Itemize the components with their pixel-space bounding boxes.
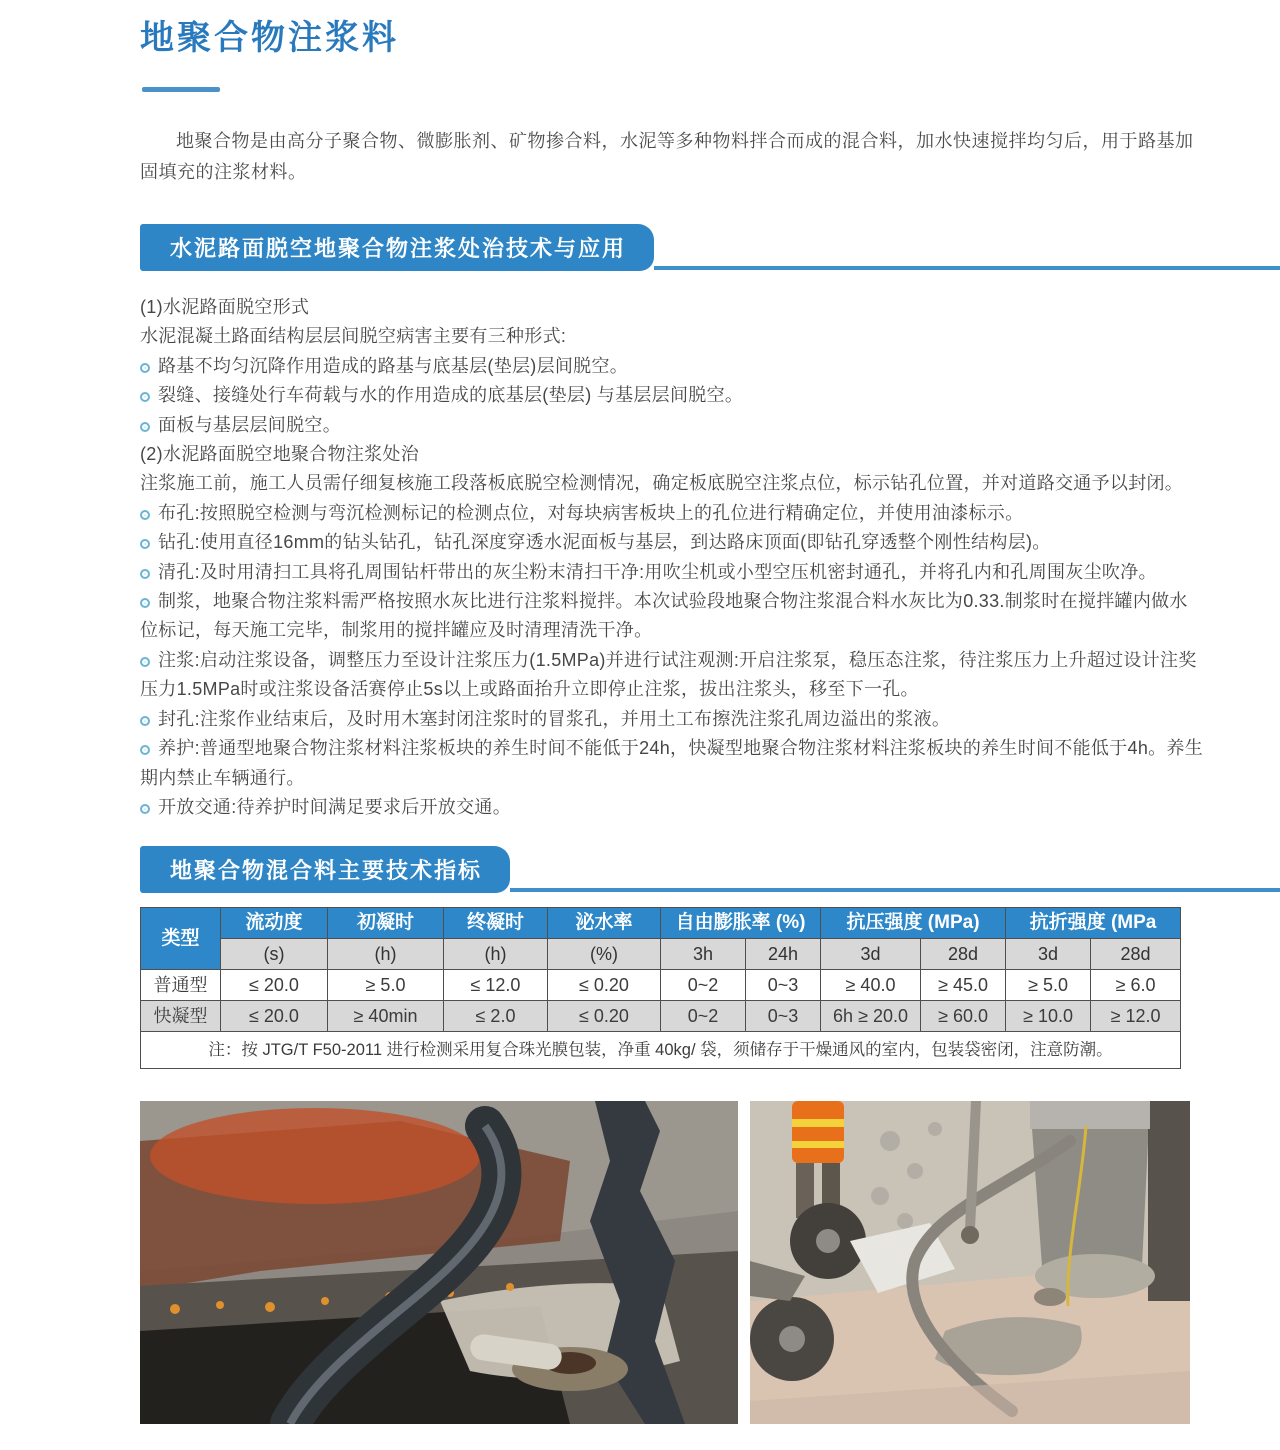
ring-bullet-icon	[140, 510, 150, 520]
value-cell: ≤ 12.0	[444, 970, 548, 1001]
row-type-cell: 普通型	[141, 970, 221, 1001]
value-cell: ≥ 12.0	[1091, 1001, 1181, 1032]
pipe-nozzle	[961, 1226, 979, 1244]
ring-bullet-icon	[140, 745, 150, 755]
header-cell-expansion: 自由膨胀率 (%)	[661, 908, 821, 939]
unit-cell: (s)	[221, 939, 328, 970]
ring-bullet-icon	[140, 804, 150, 814]
section-banner-row-specs	[140, 846, 1280, 893]
list-item	[140, 528, 1205, 557]
list-item	[140, 646, 1205, 705]
unit-cell: (%)	[548, 939, 661, 970]
table-header-row-2	[141, 939, 1181, 970]
value-cell: ≤ 0.20	[548, 970, 661, 1001]
line-text: (1)水泥路面脱空形式	[140, 297, 310, 317]
line-text: 钻孔:使用直径16mm的钻头钻孔，钻孔深度穿透水泥面板与基层，到达路床顶面(即钻孔穿透整个刚性结构层)。	[158, 532, 1051, 553]
unit-cell: 24h	[746, 939, 821, 970]
unit-cell: 3d	[1006, 939, 1091, 970]
unit-cell: 3d	[821, 939, 921, 970]
header-cell-flow: 流动度	[221, 908, 328, 939]
page-title: 地聚合物注浆料	[140, 19, 399, 57]
photo-grouting-hole-and-hose	[140, 1101, 738, 1424]
value-cell: ≥ 6.0	[1091, 970, 1181, 1001]
line-text: 注浆:启动注浆设备，调整压力至设计注浆压力(1.5MPa)并进行试注观测:开启注浆泵，稳压态注浆，待注浆压力上升超过设计注奖压力1.5MPa时或注浆设备活赛停止5s以上或路面抬升立即停止注浆，拔出注浆头，移至下一孔。	[140, 649, 1197, 700]
text-line	[140, 322, 1205, 351]
table-row-rapid	[141, 1001, 1181, 1032]
list-item	[140, 411, 1205, 440]
banner-rule-line	[510, 888, 1280, 892]
line-text: 注浆施工前，施工人员需仔细复核施工段落板底脱空检测情况，确定板底脱空注浆点位，标示钻孔位置，并对道路交通予以封闭。	[140, 473, 1184, 494]
banner-rule-line	[654, 266, 1280, 270]
line-text: 路基不均匀沉降作用造成的路基与底基层(垫层)层间脱空。	[158, 355, 629, 376]
header-cell-compressive: 抗压强度 (MPa)	[821, 908, 1006, 939]
line-text: 制浆，地聚合物注浆料需严格按照水灰比进行注浆料搅拌。本次试验段地聚合物注浆混合料水灰比为0.33.制浆时在搅拌罐内做水位标记，每天施工完毕，制浆用的搅拌罐应及时清理清洗干净。	[140, 591, 1188, 641]
value-cell: 0~3	[746, 1001, 821, 1032]
header-cell-bleeding: 泌水率	[548, 908, 661, 939]
unit-cell: 28d	[1091, 939, 1181, 970]
grout-mound	[1034, 1288, 1066, 1306]
list-item	[140, 558, 1205, 587]
list-item	[140, 352, 1205, 381]
list-item	[140, 793, 1205, 822]
value-cell: ≥ 5.0	[1006, 970, 1091, 1001]
table-note-row	[141, 1032, 1181, 1069]
line-text: 封孔:注浆作业结束后，及时用木塞封闭注浆时的冒浆孔，并用土工布擦洗注浆孔周边溢出的浆液。	[158, 708, 951, 729]
list-item	[140, 499, 1205, 528]
list-item	[140, 381, 1205, 410]
line-text: 开放交通:待养护时间满足要求后开放交通。	[158, 796, 511, 817]
line-text: 养护:普通型地聚合物注浆材料注浆板块的养生时间不能低于24h，快凝型地聚合物注浆材料注浆板块的养生时间不能低于4h。养生期内禁止车辆通行。	[140, 738, 1204, 788]
value-cell: 0~2	[661, 970, 746, 1001]
unit-cell: (h)	[328, 939, 444, 970]
unit-cell: (h)	[444, 939, 548, 970]
value-cell: ≥ 40.0	[821, 970, 921, 1001]
value-cell: ≥ 40min	[328, 1001, 444, 1032]
table-header-row-1	[141, 908, 1181, 939]
section-banner-process: 水泥路面脱空地聚合物注浆处治技术与应用	[140, 224, 654, 271]
value-cell: ≥ 5.0	[328, 970, 444, 1001]
intro-paragraph: 地聚合物是由高分子聚合物、微膨胀剂、矿物掺合料，水泥等多种物料拌合而成的混合料，加水快速搅拌均匀后，用于路基加固填充的注浆材料。	[140, 131, 1194, 182]
list-item	[140, 705, 1205, 734]
value-cell: ≤ 2.0	[444, 1001, 548, 1032]
unit-cell: 3h	[661, 939, 746, 970]
header-cell-final-set: 终凝时	[444, 908, 548, 939]
table-row-ordinary	[141, 970, 1181, 1001]
red-spray-paint	[150, 1108, 480, 1204]
value-cell: ≤ 0.20	[548, 1001, 661, 1032]
header-cell-type: 类型	[141, 908, 221, 970]
unit-cell: 28d	[921, 939, 1006, 970]
specs-table	[140, 907, 1181, 1069]
list-item	[140, 587, 1205, 646]
text-line	[140, 440, 1205, 469]
line-text: (2)水泥路面脱空地聚合物注浆处治	[140, 444, 420, 465]
photo-worker-and-equipment	[750, 1101, 1190, 1424]
ring-bullet-icon	[140, 392, 150, 402]
ring-bullet-icon	[140, 657, 150, 667]
grouting-machine	[1030, 1101, 1190, 1301]
line-text: 水泥混凝土路面结构层层间脱空病害主要有三种形式:	[140, 326, 567, 347]
ring-bullet-icon	[140, 363, 150, 373]
ring-bullet-icon	[140, 716, 150, 726]
value-cell: 0~3	[746, 970, 821, 1001]
page-bottom-margin	[140, 1424, 1205, 1450]
value-cell: ≥ 60.0	[921, 1001, 1006, 1032]
section-banner-row-process	[140, 224, 1280, 271]
process-text-block	[140, 293, 1205, 822]
page-content	[0, 10, 1280, 1450]
ring-bullet-icon	[140, 598, 150, 608]
line-text: 面板与基层层间脱空。	[158, 414, 341, 435]
value-cell: ≤ 20.0	[221, 1001, 328, 1032]
text-line	[140, 469, 1205, 498]
table-note-cell: 注：按 JTG/T F50-2011 进行检测采用复合珠光膜包装，净重 40kg/ 袋，须储存于干燥通风的室内，包装袋密闭，注意防潮。	[141, 1032, 1181, 1069]
photo-row	[140, 1101, 1205, 1424]
row-type-cell: 快凝型	[141, 1001, 221, 1032]
header-cell-flexural: 抗折强度 (MPa	[1006, 908, 1181, 939]
section-banner-specs: 地聚合物混合料主要技术指标	[140, 846, 510, 893]
line-text: 清孔:及时用清扫工具将孔周围钻杆带出的灰尘粉末清扫干净:用吹尘机或小型空压机密封通孔，并将孔内和孔周围灰尘吹净。	[158, 561, 1157, 582]
text-line	[140, 293, 1205, 322]
ring-bullet-icon	[140, 569, 150, 579]
line-text: 裂缝、接缝处行车荷载与水的作用造成的底基层(垫层) 与基层层间脱空。	[158, 385, 744, 406]
value-cell: 6h ≥ 20.0	[821, 1001, 921, 1032]
injection-pipe	[970, 1101, 976, 1229]
header-cell-initial-set: 初凝时	[328, 908, 444, 939]
value-cell: ≥ 10.0	[1006, 1001, 1091, 1032]
title-underline-dash	[142, 87, 220, 92]
value-cell: ≤ 20.0	[221, 970, 328, 1001]
value-cell: 0~2	[661, 1001, 746, 1032]
ring-bullet-icon	[140, 422, 150, 432]
line-text: 布孔:按照脱空检测与弯沉检测标记的检测点位，对每块病害板块上的孔位进行精确定位，并使用油漆标示。	[158, 502, 1024, 523]
ring-bullet-icon	[140, 539, 150, 549]
list-item	[140, 734, 1205, 793]
value-cell: ≥ 45.0	[921, 970, 1006, 1001]
